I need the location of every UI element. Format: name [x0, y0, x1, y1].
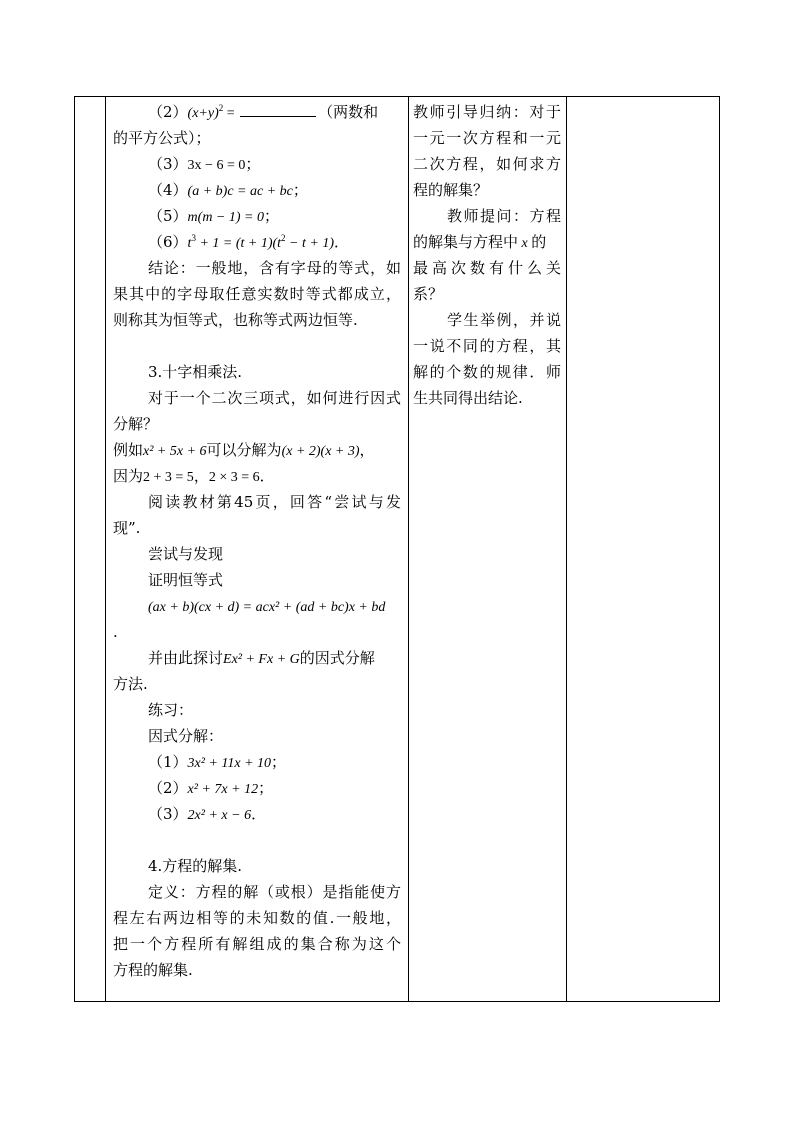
text-line: 的平方公式）；	[113, 129, 211, 147]
activity-line: 教师引导归纳：对于	[413, 103, 561, 121]
text-line: 分解？	[113, 415, 159, 433]
definition-line: 定义：方程的解（或根）是指能使方	[148, 883, 401, 901]
equation-item-3: （3）3x − 6 = 0；	[148, 155, 261, 173]
definition-line: 把一个方程所有解组成的集合称为这个	[113, 935, 401, 953]
equation-item-4: （4）(a + b)c = ac + bc；	[148, 181, 308, 199]
text-line: 证明恒等式	[148, 571, 224, 589]
activity-line: 解的个数的规律．师	[413, 363, 561, 381]
exercise-item: （1）3x² + 11x + 10；	[148, 753, 287, 771]
equation-item-5: （5）m(m − 1) = 0；	[148, 207, 280, 225]
answer-blank	[240, 104, 316, 117]
activity-line: 程的解集？	[413, 181, 489, 199]
text-line: 并由此探讨Ex² + Fx + G的因式分解	[148, 649, 375, 667]
activity-line: 教师提问：方程	[447, 207, 561, 225]
activity-line: 学生举例，并说	[447, 311, 561, 329]
lesson-table	[74, 96, 720, 1002]
column-divider	[408, 97, 409, 1001]
text-line: 因式分解：	[148, 727, 224, 745]
conclusion-line: 结论：一般地，含有字母的等式，如	[148, 259, 401, 277]
activity-line: 的解集与方程中 x 的	[413, 233, 547, 251]
activity-line: 系？	[413, 285, 444, 303]
identity-item-2: $(2)(x+y)^2$ = （两数和	[148, 103, 379, 121]
activity-line: 生共同得出结论.	[413, 389, 523, 407]
identity-formula: (ax + b)(cx + d) = acx² + (ad + bc)x + bd	[148, 600, 386, 615]
example-line: 例如x² + 5x + 6可以分解为(x + 2)(x + 3)，	[113, 441, 375, 459]
design-intent-cell	[567, 97, 719, 1001]
conclusion-line: 果其中的字母取任意实数时等式都成立，	[113, 285, 401, 303]
activity-line: 一说不同的方程，其	[413, 337, 561, 355]
exercise-item: （3）2x² + x − 6．	[148, 805, 267, 823]
equation-item-6: $(6)t^3 + 1 = (t + 1)(t^2 - t + 1)$．	[148, 233, 350, 251]
exercise-item: （2）x² + 7x + 12；	[148, 779, 274, 797]
text-line: 方法.	[113, 675, 148, 693]
text-line: 对于一个二次三项式，如何进行因式	[148, 389, 401, 407]
activity-line: 最高次数有什么关	[413, 259, 561, 277]
text-line: .	[113, 623, 118, 641]
activity-line: 一元一次方程和一元	[413, 129, 561, 147]
activity-line: 二次方程，如何求方	[413, 155, 561, 173]
text-line: 阅读教材第45页，回答“尝试与发	[148, 493, 401, 511]
subheading: 尝试与发现	[148, 545, 224, 563]
definition-line: 方程的解集.	[113, 961, 193, 979]
subheading: 练习：	[148, 701, 194, 719]
example-line: 因为2 + 3 = 5，2 × 3 = 6．	[113, 467, 275, 485]
activity-cell	[413, 97, 561, 1001]
text-line: 现”.	[113, 519, 141, 537]
section-heading: 3.十字相乘法.	[148, 363, 243, 381]
main-content-cell	[113, 97, 401, 1001]
section-heading: 4.方程的解集.	[148, 857, 243, 875]
conclusion-line: 则称其为恒等式，也称等式两边恒等.	[113, 311, 358, 329]
definition-line: 程左右两边相等的未知数的值.一般地，	[113, 909, 401, 927]
